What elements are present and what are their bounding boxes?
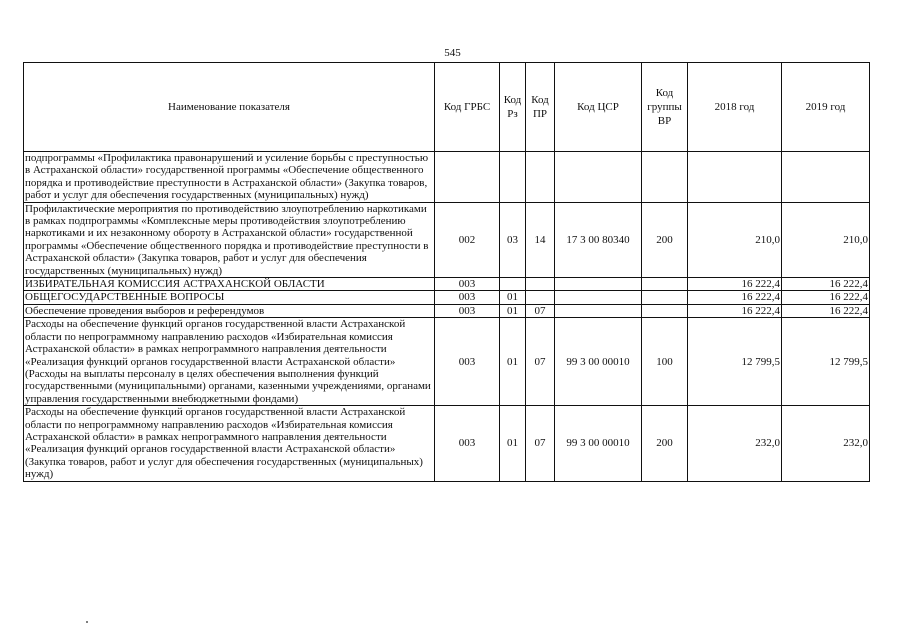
header-name: Наименование показателя [24, 63, 435, 152]
cell-2019: 16 222,4 [782, 304, 870, 317]
cell-rz: 01 [500, 406, 526, 481]
cell-name: ОБЩЕГОСУДАРСТВЕННЫЕ ВОПРОСЫ [24, 291, 435, 304]
cell-vr [642, 152, 688, 203]
cell-pr: 07 [526, 406, 555, 481]
header-pr-line2: ПР [532, 108, 548, 120]
cell-csr [555, 152, 642, 203]
cell-name: подпрограммы «Профилактика правонарушений и усиление борьбы с преступностью в Астраханской области» государственной программы «Обеспечение общественного порядка и противодействие преступности в Астраханской области» (Закупка товаров, работ и услуг для обеспечения государственных (муниципальных) нужд) [24, 152, 435, 203]
cell-2019: 16 222,4 [782, 278, 870, 291]
scan-speck [86, 621, 88, 623]
header-rz [500, 63, 526, 152]
cell-vr: 100 [642, 318, 688, 406]
cell-2019: 12 799,5 [782, 318, 870, 406]
cell-2019: 16 222,4 [782, 291, 870, 304]
cell-pr [526, 278, 555, 291]
header-rz-line1: Код [503, 94, 522, 106]
header-row [24, 63, 870, 152]
cell-grbs: 002 [435, 202, 500, 277]
cell-2018: 210,0 [688, 202, 782, 277]
header-2018: 2018 год [688, 63, 782, 152]
cell-name: Профилактические мероприятия по противодействию злоупотреблению наркотиками в рамках подпрограммы «Комплексные меры противодействия злоупотреблению наркотиками и их незаконному обороту в Астраханской области» государственной программы «Обеспечение общественного порядка и противодействие преступности в Астраханской области» (Закупка товаров, работ и услуг для обеспечения государственных (муниципальных) нужд) [24, 202, 435, 277]
cell-rz [500, 152, 526, 203]
table-row [24, 318, 870, 406]
cell-rz [500, 278, 526, 291]
cell-rz: 03 [500, 202, 526, 277]
cell-vr: 200 [642, 406, 688, 481]
cell-rz: 01 [500, 291, 526, 304]
header-vr-line2: группы [647, 101, 682, 113]
cell-name: Расходы на обеспечение функций органов государственной власти Астраханской области по непрограммному направлению расходов «Избирательная комиссия Астраханской области» в рамках непрограммного направления деятельности «Реализация функций органов государственной власти Астраханской области» (Закупка товаров, работ и услуг для обеспечения государственных (муниципальных) нужд) [24, 406, 435, 481]
cell-csr [555, 278, 642, 291]
cell-2019: 210,0 [782, 202, 870, 277]
cell-grbs [435, 152, 500, 203]
cell-pr: 07 [526, 318, 555, 406]
cell-vr [642, 278, 688, 291]
header-csr: Код ЦСР [555, 63, 642, 152]
cell-csr [555, 291, 642, 304]
cell-grbs: 003 [435, 406, 500, 481]
header-vr-line1: Код [655, 87, 674, 99]
header-2019: 2019 год [782, 63, 870, 152]
header-pr [526, 63, 555, 152]
cell-rz: 01 [500, 304, 526, 317]
table-row [24, 291, 870, 304]
cell-rz: 01 [500, 318, 526, 406]
table-row [24, 202, 870, 277]
header-rz-line2: Рз [507, 108, 518, 120]
page-number: 545 [444, 47, 461, 59]
table-row [24, 406, 870, 481]
cell-pr: 07 [526, 304, 555, 317]
table-row [24, 304, 870, 317]
cell-2018: 12 799,5 [688, 318, 782, 406]
cell-pr: 14 [526, 202, 555, 277]
cell-vr [642, 291, 688, 304]
budget-table [23, 62, 870, 482]
cell-2018: 16 222,4 [688, 278, 782, 291]
cell-name: Расходы на обеспечение функций органов государственной власти Астраханской области по непрограммному направлению расходов «Избирательная комиссия Астраханской области» в рамках непрограммного направления деятельности «Реализация функций органов государственной власти Астраханской области» (Расходы на выплаты персоналу в целях обеспечения выполнения функций государственными (муниципальными) органами, казенными учреждениями, органами управления государственными внебюджетными фондами) [24, 318, 435, 406]
cell-grbs: 003 [435, 304, 500, 317]
header-grbs: Код ГРБС [435, 63, 500, 152]
cell-grbs: 003 [435, 278, 500, 291]
table-row [24, 152, 870, 203]
cell-grbs: 003 [435, 318, 500, 406]
cell-2018 [688, 152, 782, 203]
cell-2018: 16 222,4 [688, 304, 782, 317]
cell-name: ИЗБИРАТЕЛЬНАЯ КОМИССИЯ АСТРАХАНСКОЙ ОБЛАСТИ [24, 278, 435, 291]
table-row [24, 278, 870, 291]
header-vr-line3: ВР [657, 115, 672, 127]
cell-csr: 99 3 00 00010 [555, 318, 642, 406]
header-vr [642, 63, 688, 152]
cell-2019: 232,0 [782, 406, 870, 481]
cell-pr [526, 291, 555, 304]
cell-2018: 16 222,4 [688, 291, 782, 304]
cell-csr: 99 3 00 00010 [555, 406, 642, 481]
cell-name: Обеспечение проведения выборов и референдумов [24, 304, 435, 317]
cell-pr [526, 152, 555, 203]
cell-vr [642, 304, 688, 317]
cell-vr: 200 [642, 202, 688, 277]
cell-csr: 17 3 00 80340 [555, 202, 642, 277]
cell-2019 [782, 152, 870, 203]
cell-2018: 232,0 [688, 406, 782, 481]
cell-grbs: 003 [435, 291, 500, 304]
header-pr-line1: Код [531, 94, 549, 106]
cell-csr [555, 304, 642, 317]
